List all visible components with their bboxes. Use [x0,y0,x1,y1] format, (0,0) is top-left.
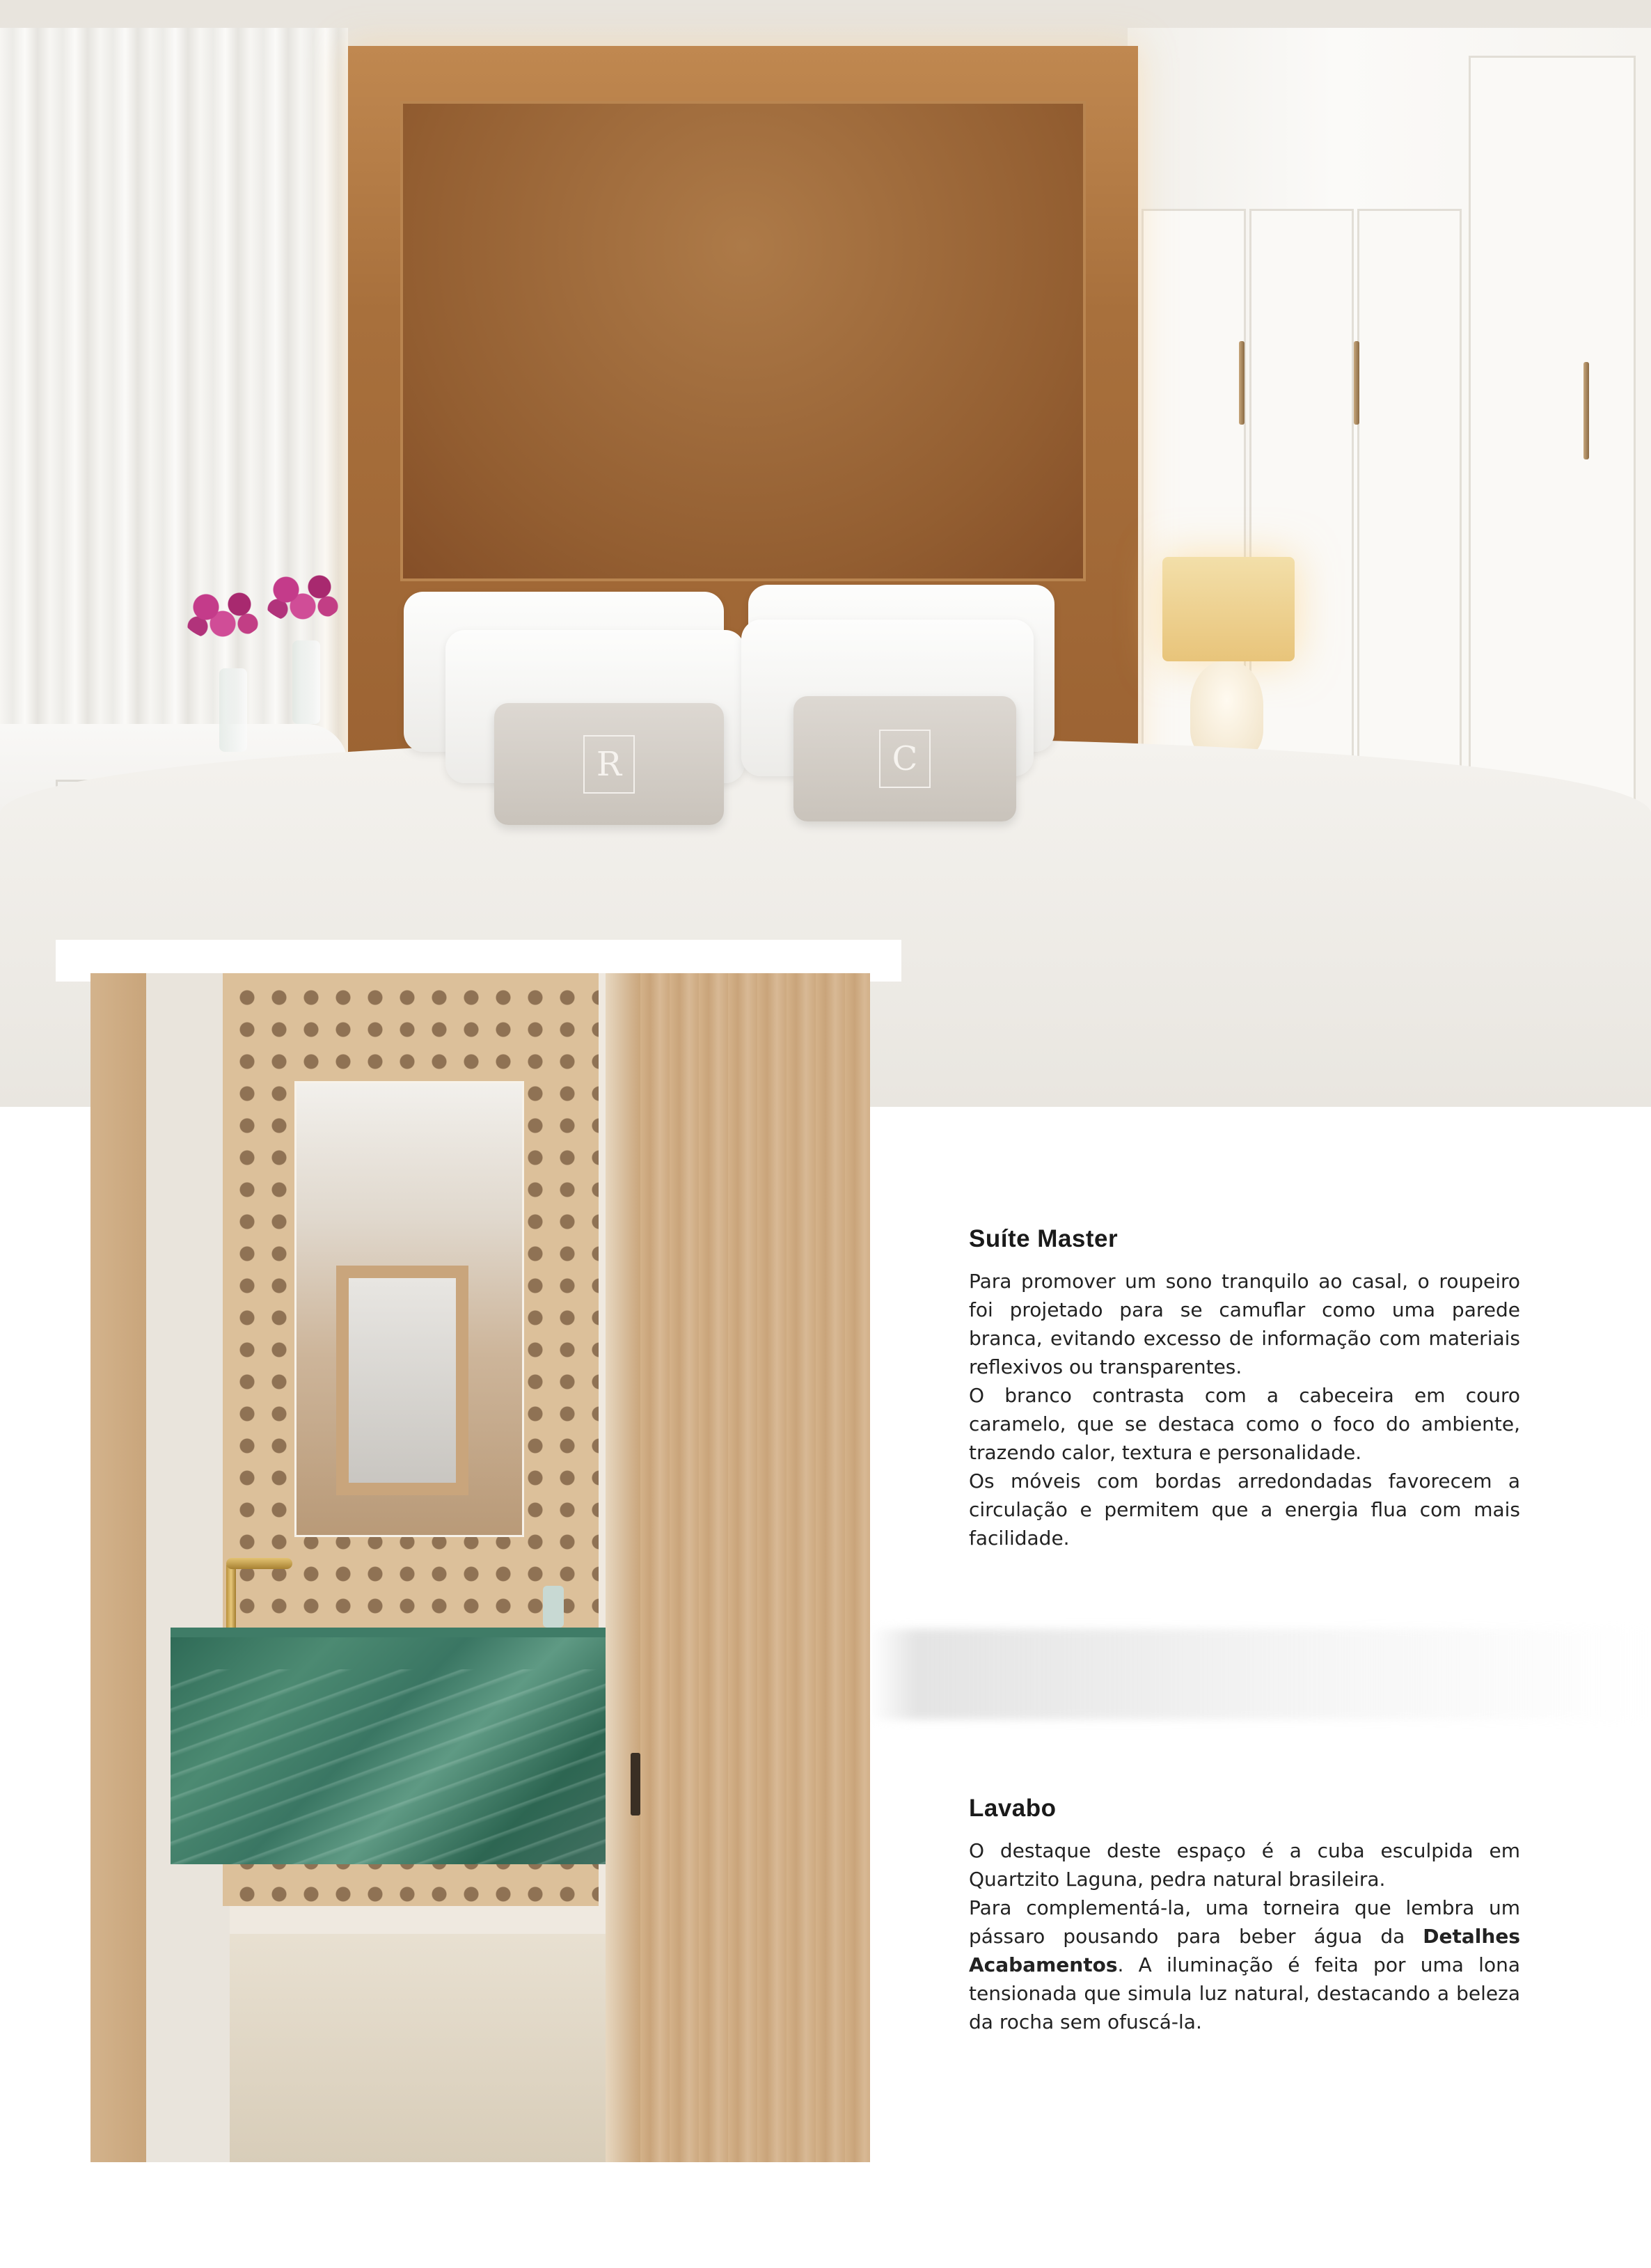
flower-vase [219,668,247,752]
suite-master-section [969,1225,1520,1552]
soap-dispenser [543,1586,564,1628]
monogram: R [583,735,635,794]
section-title: Suíte Master [969,1225,1119,1252]
faucet-spout [226,1558,292,1569]
paragraph: Os móveis com bordas arredondadas favorecem a circulação e permitem que a energia flua com mais facilidade. [969,1470,1520,1550]
table-lamp-base [1190,661,1263,759]
pink-flowers [181,585,264,640]
monogram: C [879,730,931,788]
wardrobe-handle [1239,341,1245,425]
wardrobe-handle [1354,341,1359,425]
wood-wall [90,973,146,2162]
lavabo-floor [230,1934,606,2162]
monogram-cushion [494,703,724,825]
gold-faucet [226,1565,236,1628]
shadow-band [870,1629,1651,1719]
flower-vase [292,640,320,724]
headboard-panel [400,101,1086,581]
stone-wall [146,973,230,2162]
monogram-cushion [793,696,1016,821]
paragraph [969,1893,1520,2036]
mirror-reflection [336,1266,468,1495]
paragraph-text: Para complementá-la, uma torneira que lembra um pássaro pousando para beber água da [969,1896,1520,1948]
lavabo-photo [90,973,870,2162]
stone-veining [171,1669,606,1864]
lavabo-section [969,1795,1520,2036]
paragraph: Para promover um sono tranquilo ao casal, o roupeiro foi projetado para se camuflar como uma parede branca, evitando excesso de informação com materiais reflexivos ou transparentes. [969,1270,1520,1378]
door-frame [606,973,640,2162]
table-lamp-shade [1162,557,1295,661]
brand-name: Detalhes Acabamentos [969,1925,1520,1976]
wood-door [640,973,870,2162]
wardrobe-handle [1583,362,1589,459]
pink-flowers [261,567,345,623]
paragraph: O branco contrasta com a cabeceira em couro caramelo, que se destaca como o foco do ambiente, trazendo calor, textura e personalidade. [969,1384,1520,1464]
paragraph: O destaque deste espaço é a cuba esculpida em Quartzito Laguna, pedra natural brasileira. [969,1839,1520,1891]
paragraph-text: . A iluminação é feita por uma lona tensionada que simula luz natural, destacando a beleza da rocha sem ofuscá-la. [969,1953,1520,2033]
section-title: Lavabo [969,1795,1057,1822]
door-hinge [631,1753,640,1816]
